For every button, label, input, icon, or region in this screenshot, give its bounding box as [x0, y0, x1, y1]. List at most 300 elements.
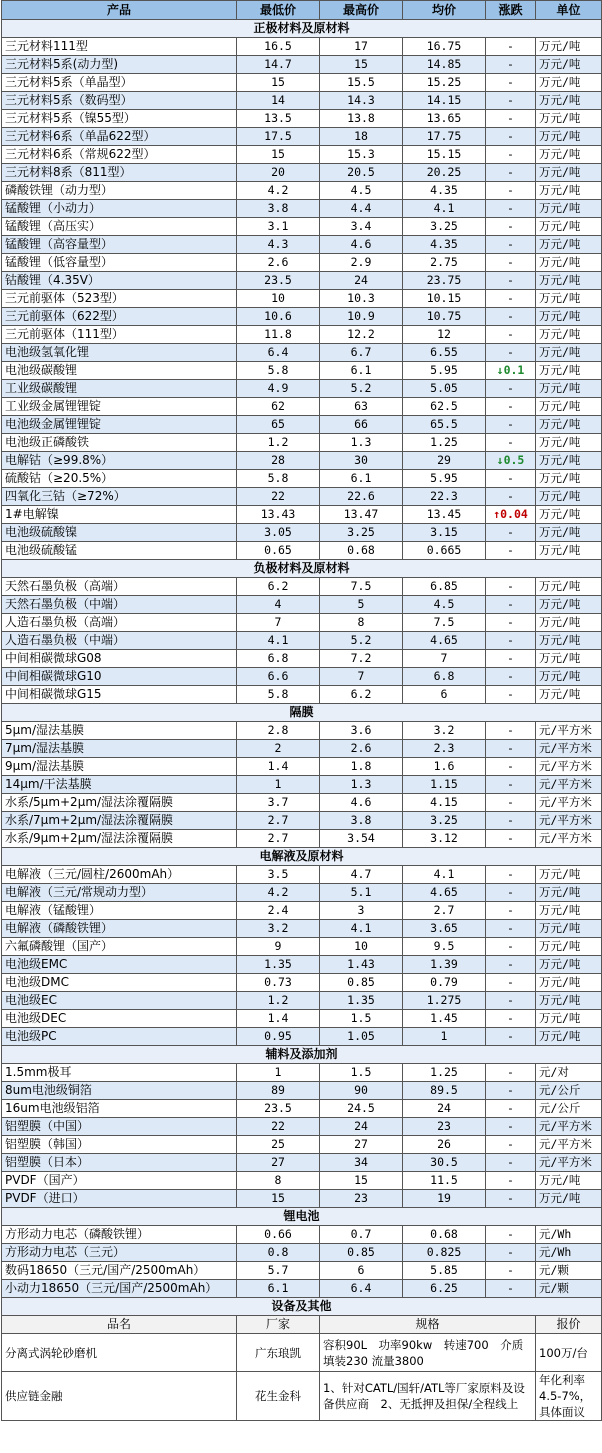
section-title: 辅料及添加剂 [2, 1046, 602, 1064]
min-price: 2.7 [237, 830, 320, 848]
equipment-header-quote: 报价 [536, 1316, 602, 1334]
avg-price: 9.5 [403, 938, 486, 956]
unit: 元/平方米 [536, 1154, 602, 1172]
unit: 万元/吨 [536, 290, 602, 308]
avg-price: 4.65 [403, 632, 486, 650]
price-change: - [486, 866, 536, 884]
table-row [2, 1280, 602, 1298]
price-change: - [486, 794, 536, 812]
table-row [2, 326, 602, 344]
avg-price: 0.665 [403, 542, 486, 560]
avg-price: 15.25 [403, 74, 486, 92]
max-price: 4.7 [320, 866, 403, 884]
unit: 万元/吨 [536, 866, 602, 884]
min-price: 10.6 [237, 308, 320, 326]
table-row [2, 308, 602, 326]
unit: 万元/吨 [536, 326, 602, 344]
price-change: - [486, 1244, 536, 1262]
price-change: - [486, 920, 536, 938]
avg-price: 3.12 [403, 830, 486, 848]
min-price: 6.8 [237, 650, 320, 668]
avg-price: 5.05 [403, 380, 486, 398]
avg-price: 5.95 [403, 362, 486, 380]
avg-price: 1.275 [403, 992, 486, 1010]
min-price: 1.4 [237, 1010, 320, 1028]
unit: 万元/吨 [536, 110, 602, 128]
price-change: - [486, 740, 536, 758]
product-name: 三元前驱体（523型） [2, 290, 237, 308]
price-change: - [486, 1262, 536, 1280]
table-row [2, 830, 602, 848]
unit: 万元/吨 [536, 938, 602, 956]
table-row [2, 290, 602, 308]
price-change: - [486, 650, 536, 668]
product-name: 数码18650（三元/国产/2500mAh） [2, 1262, 237, 1280]
table-row [2, 218, 602, 236]
min-price: 2.7 [237, 812, 320, 830]
product-name: 小动力18650（三元/国产/2500mAh） [2, 1280, 237, 1298]
min-price: 13.5 [237, 110, 320, 128]
max-price: 6.1 [320, 362, 403, 380]
min-price: 4.1 [237, 632, 320, 650]
avg-price: 1 [403, 1028, 486, 1046]
unit: 万元/吨 [536, 254, 602, 272]
unit: 万元/吨 [536, 956, 602, 974]
unit: 万元/吨 [536, 38, 602, 56]
price-change: ↓0.1 [486, 362, 536, 380]
product-name: 7μm/湿法基膜 [2, 740, 237, 758]
min-price: 2.8 [237, 722, 320, 740]
unit: 万元/吨 [536, 1028, 602, 1046]
equipment-header-name: 品名 [2, 1316, 237, 1334]
min-price: 3.8 [237, 200, 320, 218]
table-row [2, 200, 602, 218]
price-change: - [486, 812, 536, 830]
table-row [2, 596, 602, 614]
min-price: 3.7 [237, 794, 320, 812]
min-price: 4 [237, 596, 320, 614]
avg-price: 3.25 [403, 812, 486, 830]
avg-price: 13.45 [403, 506, 486, 524]
avg-price: 1.25 [403, 1064, 486, 1082]
min-price: 4.3 [237, 236, 320, 254]
table-row [2, 722, 602, 740]
product-name: 电解液（三元/圆柱/2600mAh） [2, 866, 237, 884]
product-name: 硫酸钴（≥20.5%） [2, 470, 237, 488]
max-price: 6.4 [320, 1280, 403, 1298]
product-name: 电池级碳酸锂 [2, 362, 237, 380]
max-price: 6 [320, 1262, 403, 1280]
price-change: - [486, 578, 536, 596]
product-name: 三元材料8系（811型） [2, 164, 237, 182]
avg-price: 4.15 [403, 794, 486, 812]
min-price: 28 [237, 452, 320, 470]
avg-price: 1.45 [403, 1010, 486, 1028]
table-row [2, 488, 602, 506]
product-name: 电池级正磷酸铁 [2, 434, 237, 452]
max-price: 90 [320, 1082, 403, 1100]
table-row [2, 740, 602, 758]
table-row [2, 632, 602, 650]
avg-price: 5.85 [403, 1262, 486, 1280]
max-price: 15.5 [320, 74, 403, 92]
max-price: 4.1 [320, 920, 403, 938]
table-row [2, 776, 602, 794]
unit: 万元/吨 [536, 56, 602, 74]
max-price: 1.5 [320, 1010, 403, 1028]
equipment-header-maker: 厂家 [237, 1316, 320, 1334]
price-change: - [486, 92, 536, 110]
price-change: - [486, 308, 536, 326]
price-change: - [486, 164, 536, 182]
avg-price: 16.75 [403, 38, 486, 56]
max-price: 23 [320, 1190, 403, 1208]
equipment-row [2, 1372, 602, 1421]
max-price: 6.7 [320, 344, 403, 362]
price-change: - [486, 146, 536, 164]
unit: 万元/吨 [536, 362, 602, 380]
min-price: 15 [237, 1190, 320, 1208]
product-name: 方形动力电芯（三元） [2, 1244, 237, 1262]
table-row [2, 380, 602, 398]
table-row [2, 1244, 602, 1262]
min-price: 13.43 [237, 506, 320, 524]
equipment-spec: 1、针对CATL/国轩/ATL等厂家原料及设备供应商 2、无抵押及担保/全程线上 [320, 1372, 536, 1421]
avg-price: 26 [403, 1136, 486, 1154]
product-name: 工业级金属锂锂锭 [2, 398, 237, 416]
price-change: - [486, 596, 536, 614]
price-change: - [486, 1010, 536, 1028]
header-product: 产品 [2, 1, 237, 20]
unit: 万元/吨 [536, 200, 602, 218]
table-row [2, 1154, 602, 1172]
price-table [1, 0, 602, 1421]
max-price: 24.5 [320, 1100, 403, 1118]
max-price: 0.85 [320, 1244, 403, 1262]
avg-price: 5.95 [403, 470, 486, 488]
max-price: 17 [320, 38, 403, 56]
equipment-spec: 容积90L 功率90kw 转速700 介质填装230 流量3800 [320, 1334, 536, 1372]
unit: 万元/吨 [536, 128, 602, 146]
product-name: 铝塑膜（韩国） [2, 1136, 237, 1154]
min-price: 2 [237, 740, 320, 758]
min-price: 1.35 [237, 956, 320, 974]
product-name: 三元材料5系（单晶型） [2, 74, 237, 92]
table-row [2, 758, 602, 776]
section-header-row [2, 560, 602, 578]
table-row [2, 272, 602, 290]
table-row [2, 146, 602, 164]
min-price: 5.8 [237, 686, 320, 704]
avg-price: 2.3 [403, 740, 486, 758]
min-price: 3.1 [237, 218, 320, 236]
max-price: 13.47 [320, 506, 403, 524]
min-price: 4.9 [237, 380, 320, 398]
product-name: 人造石墨负极（中端） [2, 632, 237, 650]
equipment-maker: 广东琅凯 [237, 1334, 320, 1372]
unit: 万元/吨 [536, 218, 602, 236]
unit: 万元/吨 [536, 236, 602, 254]
avg-price: 4.1 [403, 866, 486, 884]
max-price: 5.2 [320, 632, 403, 650]
avg-price: 1.39 [403, 956, 486, 974]
max-price: 6.1 [320, 470, 403, 488]
price-change: - [486, 956, 536, 974]
product-name: 锰酸锂（小动力） [2, 200, 237, 218]
avg-price: 1.6 [403, 758, 486, 776]
max-price: 18 [320, 128, 403, 146]
unit: 元/颗 [536, 1262, 602, 1280]
min-price: 0.73 [237, 974, 320, 992]
unit: 元/Wh [536, 1226, 602, 1244]
table-row [2, 542, 602, 560]
unit: 万元/吨 [536, 164, 602, 182]
min-price: 8 [237, 1172, 320, 1190]
unit: 万元/吨 [536, 470, 602, 488]
table-row [2, 1028, 602, 1046]
max-price: 1.5 [320, 1064, 403, 1082]
min-price: 16.5 [237, 38, 320, 56]
max-price: 5.2 [320, 380, 403, 398]
unit: 万元/吨 [536, 398, 602, 416]
max-price: 0.85 [320, 974, 403, 992]
price-change: - [486, 776, 536, 794]
min-price: 14.7 [237, 56, 320, 74]
price-change: - [486, 470, 536, 488]
product-name: 中间相碳微球G10 [2, 668, 237, 686]
product-name: 工业级碳酸锂 [2, 380, 237, 398]
price-change: - [486, 722, 536, 740]
avg-price: 24 [403, 1100, 486, 1118]
product-name: 六氟磷酸锂（国产） [2, 938, 237, 956]
product-name: 1.5mm极耳 [2, 1064, 237, 1082]
price-change: - [486, 632, 536, 650]
min-price: 6.6 [237, 668, 320, 686]
min-price: 5.7 [237, 1262, 320, 1280]
header-change: 涨跌 [486, 1, 536, 20]
product-name: 锰酸锂（低容量型） [2, 254, 237, 272]
equipment-quote: 年化利率4.5-7%，具体面议 [536, 1372, 602, 1421]
min-price: 20 [237, 164, 320, 182]
table-row [2, 38, 602, 56]
section-title: 隔膜 [2, 704, 602, 722]
equipment-header-spec: 规格 [320, 1316, 536, 1334]
min-price: 11.8 [237, 326, 320, 344]
min-price: 3.05 [237, 524, 320, 542]
max-price: 2.9 [320, 254, 403, 272]
max-price: 22.6 [320, 488, 403, 506]
unit: 万元/吨 [536, 668, 602, 686]
table-row [2, 1136, 602, 1154]
table-row [2, 110, 602, 128]
price-change: - [486, 254, 536, 272]
min-price: 6.2 [237, 578, 320, 596]
max-price: 34 [320, 1154, 403, 1172]
avg-price: 29 [403, 452, 486, 470]
avg-price: 6.85 [403, 578, 486, 596]
unit: 万元/吨 [536, 452, 602, 470]
product-name: 四氧化三钴（≥72%） [2, 488, 237, 506]
max-price: 10.9 [320, 308, 403, 326]
max-price: 3.8 [320, 812, 403, 830]
section-title: 设备及其他 [2, 1298, 602, 1316]
min-price: 65 [237, 416, 320, 434]
unit: 万元/吨 [536, 182, 602, 200]
min-price: 89 [237, 1082, 320, 1100]
min-price: 6.1 [237, 1280, 320, 1298]
min-price: 7 [237, 614, 320, 632]
price-change: - [486, 272, 536, 290]
unit: 万元/吨 [536, 344, 602, 362]
max-price: 1.3 [320, 434, 403, 452]
avg-price: 2.75 [403, 254, 486, 272]
min-price: 22 [237, 1118, 320, 1136]
price-change: - [486, 128, 536, 146]
unit: 万元/吨 [536, 596, 602, 614]
max-price: 4.4 [320, 200, 403, 218]
unit: 元/平方米 [536, 812, 602, 830]
equipment-quote: 100万/台 [536, 1334, 602, 1372]
unit: 元/公斤 [536, 1082, 602, 1100]
product-name: 磷酸铁锂（动力型） [2, 182, 237, 200]
unit: 万元/吨 [536, 146, 602, 164]
avg-price: 4.1 [403, 200, 486, 218]
max-price: 63 [320, 398, 403, 416]
avg-price: 6 [403, 686, 486, 704]
unit: 万元/吨 [536, 578, 602, 596]
max-price: 7.2 [320, 650, 403, 668]
table-row [2, 992, 602, 1010]
avg-price: 1.15 [403, 776, 486, 794]
table-row [2, 1118, 602, 1136]
product-name: 三元材料111型 [2, 38, 237, 56]
max-price: 3.25 [320, 524, 403, 542]
table-row [2, 686, 602, 704]
price-change: - [486, 1082, 536, 1100]
product-name: 电池级氢氧化锂 [2, 344, 237, 362]
price-change: - [486, 524, 536, 542]
max-price: 4.5 [320, 182, 403, 200]
unit: 万元/吨 [536, 686, 602, 704]
price-change: - [486, 542, 536, 560]
avg-price: 6.8 [403, 668, 486, 686]
unit: 元/平方米 [536, 794, 602, 812]
price-change: - [486, 182, 536, 200]
min-price: 5.8 [237, 362, 320, 380]
max-price: 3.54 [320, 830, 403, 848]
max-price: 0.68 [320, 542, 403, 560]
avg-price: 0.79 [403, 974, 486, 992]
price-change: - [486, 884, 536, 902]
price-change: - [486, 200, 536, 218]
header-min: 最低价 [237, 1, 320, 20]
product-name: 钴酸锂（4.35V） [2, 272, 237, 290]
unit: 元/平方米 [536, 1118, 602, 1136]
price-change: - [486, 344, 536, 362]
product-name: 电池级硫酸镍 [2, 524, 237, 542]
max-price: 0.7 [320, 1226, 403, 1244]
max-price: 10.3 [320, 290, 403, 308]
avg-price: 62.5 [403, 398, 486, 416]
min-price: 0.8 [237, 1244, 320, 1262]
table-row [2, 1082, 602, 1100]
product-name: 锰酸锂（高压实） [2, 218, 237, 236]
min-price: 23.5 [237, 1100, 320, 1118]
max-price: 4.6 [320, 236, 403, 254]
table-row [2, 938, 602, 956]
unit: 万元/吨 [536, 92, 602, 110]
min-price: 15 [237, 74, 320, 92]
price-change: - [486, 1064, 536, 1082]
min-price: 6.4 [237, 344, 320, 362]
price-change: - [486, 236, 536, 254]
price-change: - [486, 488, 536, 506]
unit: 万元/吨 [536, 416, 602, 434]
product-name: PVDF（进口） [2, 1190, 237, 1208]
unit: 元/颗 [536, 1280, 602, 1298]
table-row [2, 74, 602, 92]
unit: 万元/吨 [536, 380, 602, 398]
unit: 元/平方米 [536, 830, 602, 848]
max-price: 20.5 [320, 164, 403, 182]
avg-price: 19 [403, 1190, 486, 1208]
min-price: 1.2 [237, 992, 320, 1010]
price-change: - [486, 1190, 536, 1208]
product-name: 9μm/湿法基膜 [2, 758, 237, 776]
avg-price: 3.25 [403, 218, 486, 236]
price-change: - [486, 434, 536, 452]
price-change: - [486, 1172, 536, 1190]
product-name: 三元材料5系（镍55型） [2, 110, 237, 128]
min-price: 0.66 [237, 1226, 320, 1244]
equipment-name: 供应链金融 [2, 1372, 237, 1421]
table-row [2, 1226, 602, 1244]
min-price: 1 [237, 1064, 320, 1082]
price-change: - [486, 1136, 536, 1154]
min-price: 62 [237, 398, 320, 416]
price-change: - [486, 992, 536, 1010]
unit: 万元/吨 [536, 1172, 602, 1190]
section-title: 负极材料及原材料 [2, 560, 602, 578]
min-price: 10 [237, 290, 320, 308]
avg-price: 4.35 [403, 182, 486, 200]
max-price: 3.4 [320, 218, 403, 236]
product-name: 水系/5μm+2μm/湿法涂覆隔膜 [2, 794, 237, 812]
unit: 万元/吨 [536, 506, 602, 524]
unit: 万元/吨 [536, 650, 602, 668]
table-row [2, 884, 602, 902]
unit: 元/平方米 [536, 758, 602, 776]
product-name: 三元前驱体（622型） [2, 308, 237, 326]
product-name: 5μm/湿法基膜 [2, 722, 237, 740]
table-row [2, 1262, 602, 1280]
min-price: 14 [237, 92, 320, 110]
table-row [2, 920, 602, 938]
avg-price: 6.55 [403, 344, 486, 362]
price-change: - [486, 56, 536, 74]
max-price: 12.2 [320, 326, 403, 344]
max-price: 24 [320, 1118, 403, 1136]
product-name: 电池级硫酸锰 [2, 542, 237, 560]
avg-price: 3.2 [403, 722, 486, 740]
max-price: 15 [320, 1172, 403, 1190]
max-price: 15.3 [320, 146, 403, 164]
table-row [2, 434, 602, 452]
product-name: 锰酸锂（高容量型） [2, 236, 237, 254]
avg-price: 7.5 [403, 614, 486, 632]
table-row [2, 866, 602, 884]
table-row [2, 1100, 602, 1118]
